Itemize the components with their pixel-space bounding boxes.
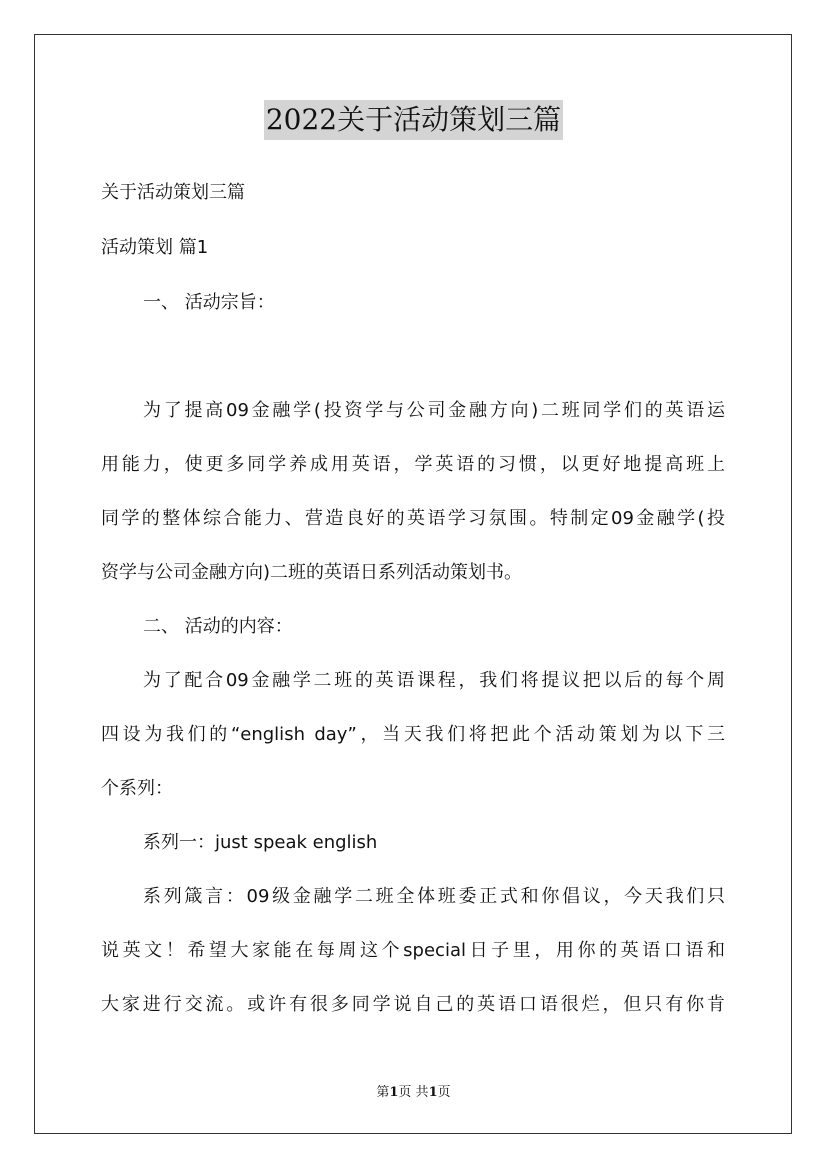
footer-page-prefix: 第 [376, 1085, 390, 1100]
footer-current-page: 1 [389, 1085, 399, 1100]
page-footer [0, 1084, 827, 1102]
footer-total-pages: 1 [428, 1085, 438, 1100]
heading-activity-purpose: 一、 活动宗旨： [143, 292, 275, 313]
footer-page-mid: 页 共 [398, 1085, 429, 1100]
footer-page-suffix: 页 [437, 1085, 451, 1100]
paragraph-line: 用能力，使更多同学养成用英语，学英语的习惯，以更好地提高班上 [101, 454, 725, 475]
heading-activity-content: 二、 活动的内容： [143, 616, 293, 637]
series-one-heading: 系列一：just speak english [143, 832, 378, 853]
document-title: 2022关于活动策划三篇 [264, 100, 563, 140]
document-subtitle: 关于活动策划三篇 [101, 182, 245, 203]
paragraph-line: 说英文！希望大家能在每周这个special日子里，用你的英语口语和 [101, 940, 725, 961]
paragraph-line: 同学的整体综合能力、营造良好的英语学习氛围。特制定09金融学(投 [101, 508, 725, 529]
paragraph-line: 资学与公司金融方向)二班的英语日系列活动策划书。 [101, 562, 523, 583]
paragraph-line: 个系列： [101, 778, 173, 799]
paragraph-line: 系列箴言：09级金融学二班全体班委正式和你倡议，今天我们只 [143, 886, 725, 907]
paragraph-line: 为了提高09金融学(投资学与公司金融方向)二班同学们的英语运 [143, 400, 725, 421]
paragraph-line: 四设为我们的“english day”，当天我们将把此个活动策划为以下三 [101, 724, 725, 745]
paragraph-line: 大家进行交流。或许有很多同学说自己的英语口语很烂，但只有你肯 [101, 994, 725, 1015]
section-heading: 活动策划 篇1 [101, 237, 209, 258]
paragraph-line: 为了配合09金融学二班的英语课程，我们将提议把以后的每个周 [143, 670, 725, 691]
title-container [0, 100, 827, 140]
